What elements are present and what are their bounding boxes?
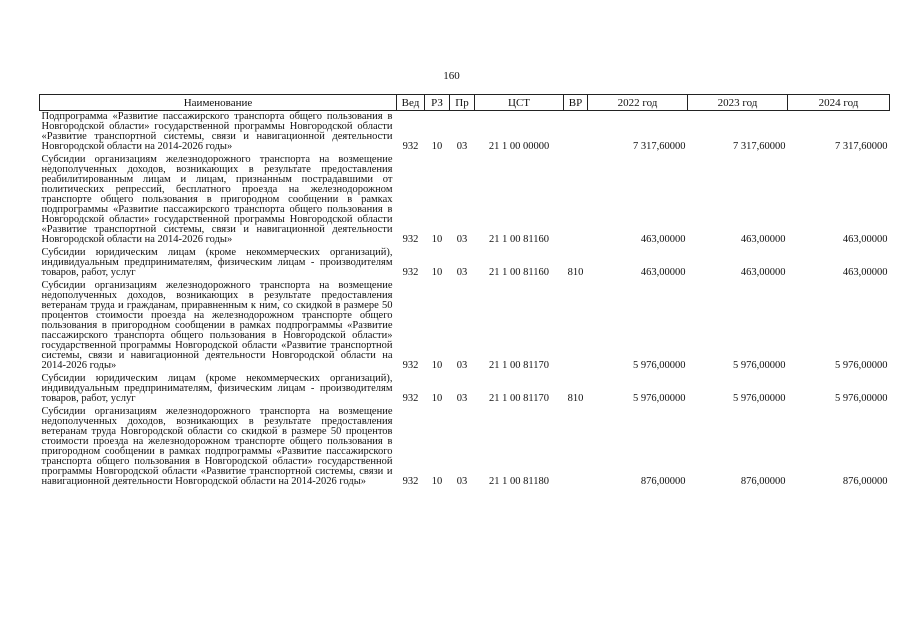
header-2024: 2024 год (788, 95, 890, 111)
row-vr: 810 (567, 393, 584, 404)
row-cst: 21 1 00 00000 (488, 141, 550, 152)
row-name: Субсидии организациям железнодорожного транспорта на возмещение недополученных доходов, возникающих в результате предоставления ветеранам труда Новгородской области со скидкой в размере 50 процентов стоимости проезда на железнодорожном транспорте общего пользования в пригородном сообщении в рамках подпрограммы «Развитие пассажирского транспорта общего пользования в Новгородской области» государственной программы Новгородской области «Развитие транспортной системы, связи и навигационной деятельности Новгородской области на 2014-2026 годы» (41, 406, 393, 487)
row-2022: 5 976,00000 (633, 393, 686, 404)
row-rz: 10 (431, 267, 443, 278)
row-2022: 5 976,00000 (633, 360, 686, 371)
row-rz: 10 (431, 393, 443, 404)
row-vr (564, 280, 588, 373)
row-2024: 5 976,00000 (835, 360, 888, 371)
row-vr (564, 154, 588, 247)
row-pr: 03 (456, 234, 468, 245)
row-2022: 463,00000 (640, 267, 686, 278)
row-2023: 5 976,00000 (733, 360, 786, 371)
table-header-row (40, 95, 890, 111)
row-2024: 5 976,00000 (835, 393, 888, 404)
row-cst: 21 1 00 81170 (489, 393, 549, 404)
row-name: Субсидии юридическим лицам (кроме некоммерческих организаций), индивидуальным предпринимателям, физическим лицам - производителям товаров, работ, услуг (41, 373, 393, 404)
row-pr: 03 (456, 141, 468, 152)
row-2024: 463,00000 (842, 234, 888, 245)
budget-table (39, 94, 890, 489)
row-cst: 21 1 00 81160 (489, 267, 549, 278)
header-pr: Пр (450, 95, 475, 111)
row-rz: 10 (431, 476, 443, 487)
row-2024: 463,00000 (842, 267, 888, 278)
row-vr (564, 406, 588, 489)
row-pr: 03 (456, 476, 468, 487)
row-rz: 10 (431, 141, 443, 152)
row-name: Субсидии организациям железнодорожного транспорта на возмещение недополученных доходов, возникающих в результате предоставления ветеранам труда и гражданам, приравненным к ним, со скидкой в размере 50 процентов стоимости проезда на железнодорожном транспорте общего пользования в пригородном сообщении в рамках подпрограммы «Развитие пассажирского транспорта общего пользования в Новгородской области» государственной программы Новгородской области «Развитие транспортной системы, связи и навигационной деятельности Новгородской области на 2014-2026 годы» (41, 280, 393, 371)
row-2022: 876,00000 (640, 476, 686, 487)
header-vr: ВР (564, 95, 588, 111)
row-ved: 932 (402, 393, 419, 404)
row-cst: 21 1 00 81160 (489, 234, 549, 245)
header-ved: Вед (397, 95, 425, 111)
row-name: Субсидии организациям железнодорожного транспорта на возмещение недополученных доходов, возникающих в результате предоставления реабилитированным лицам и лицам, признанным пострадавшими от политических репрессий, бесплатного проезда на железнодорожном транспорте общего пользования в пригородном сообщении в рамках подпрограммы «Развитие пассажирского транспорта общего пользования в Новгородской области» государственной программы Новгородской области «Развитие транспортной системы, связи и навигационной деятельности Новгородской области на 2014-2026 годы» (41, 154, 393, 245)
row-2024: 876,00000 (842, 476, 888, 487)
row-name: Подпрограмма «Развитие пассажирского транспорта общего пользования в Новгородской области» государственной программы Новгородской области «Развитие транспортной системы, связи и навигационной деятельности Новгородской области на 2014-2026 годы» (41, 111, 393, 152)
page-number: 160 (443, 70, 460, 82)
header-rz: РЗ (425, 95, 450, 111)
row-vr (564, 111, 588, 155)
row-2023: 876,00000 (740, 476, 786, 487)
table-row (40, 280, 890, 373)
header-name: Наименование (40, 95, 397, 111)
row-2023: 463,00000 (740, 267, 786, 278)
row-cst: 21 1 00 81180 (489, 476, 549, 487)
row-ved: 932 (402, 476, 419, 487)
row-2023: 5 976,00000 (733, 393, 786, 404)
row-2022: 463,00000 (640, 234, 686, 245)
row-2023: 7 317,60000 (733, 141, 786, 152)
table-row (40, 406, 890, 489)
header-2022: 2022 год (588, 95, 688, 111)
row-vr: 810 (567, 267, 584, 278)
header-2023: 2023 год (688, 95, 788, 111)
row-2023: 463,00000 (740, 234, 786, 245)
table-row (40, 111, 890, 155)
table-row (40, 247, 890, 280)
header-cst: ЦСТ (475, 95, 564, 111)
row-pr: 03 (456, 393, 468, 404)
row-ved: 932 (402, 141, 419, 152)
row-rz: 10 (431, 234, 443, 245)
row-rz: 10 (431, 360, 443, 371)
row-ved: 932 (402, 360, 419, 371)
table-row (40, 154, 890, 247)
row-ved: 932 (402, 267, 419, 278)
row-cst: 21 1 00 81170 (489, 360, 549, 371)
row-pr: 03 (456, 360, 468, 371)
row-2024: 7 317,60000 (835, 141, 888, 152)
table-row (40, 373, 890, 406)
row-2022: 7 317,60000 (633, 141, 686, 152)
row-pr: 03 (456, 267, 468, 278)
row-name: Субсидии юридическим лицам (кроме некоммерческих организаций), индивидуальным предпринимателям, физическим лицам - производителям товаров, работ, услуг (41, 247, 393, 278)
row-ved: 932 (402, 234, 419, 245)
